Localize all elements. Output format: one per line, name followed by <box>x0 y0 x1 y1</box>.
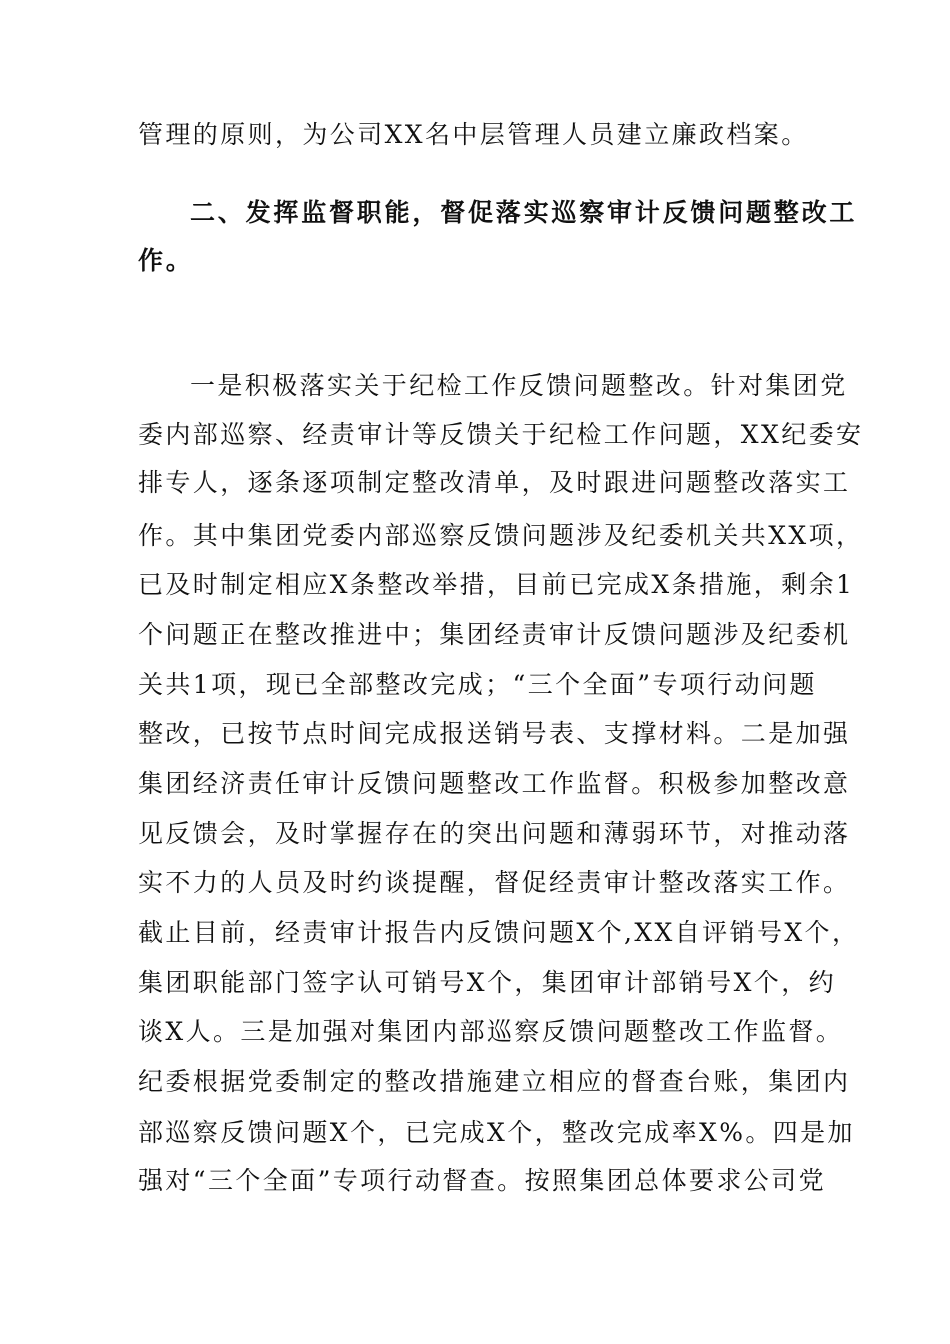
paragraph-line: 整改，已按节点时间完成报送销号表、支撑材料。二是加强 <box>138 719 851 748</box>
paragraph-line: 集团经济责任审计反馈问题整改工作监督。积极参加整改意 <box>138 769 851 798</box>
paragraph-line: 见反馈会，及时掌握存在的突出问题和薄弱环节，对推动落 <box>138 819 851 848</box>
paragraph-line: 已及时制定相应X条整改举措，目前已完成X条措施，剩余1 <box>138 570 855 599</box>
paragraph-line: 实不力的人员及时约谈提醒，督促经责审计整改落实工作。 <box>138 868 851 897</box>
paragraph-line: 部巡察反馈问题X个，已完成X个，整改完成率X%。四是加 <box>138 1118 855 1147</box>
paragraph-line: 管理的原则，为公司XX名中层管理人员建立廉政档案。 <box>138 120 809 149</box>
paragraph-line: 集团职能部门签字认可销号X个，集团审计部销号X个，约 <box>138 968 836 997</box>
paragraph-line: 委内部巡察、经责审计等反馈关于纪检工作问题，XX纪委安 <box>138 420 864 449</box>
paragraph-line: 强对“三个全面”专项行动督查。按照集团总体要求公司党 <box>138 1166 826 1195</box>
paragraph-line: 截止目前，经责审计报告内反馈问题X个,XX自评销号X个， <box>138 918 860 947</box>
paragraph-line: 谈X人。三是加强对集团内部巡察反馈问题整改工作监督。 <box>138 1017 844 1046</box>
paragraph-line: 一是积极落实关于纪检工作反馈问题整改。针对集团党 <box>190 371 848 400</box>
section-heading-continued: 作。 <box>138 246 194 275</box>
paragraph-line: 排专人，逐条逐项制定整改清单，及时跟进问题整改落实工 <box>138 468 851 497</box>
paragraph-line: 关共1项，现已全部整改完成；“三个全面”专项行动问题 <box>138 670 817 699</box>
section-heading: 二、发挥监督职能，督促落实巡察审计反馈问题整改工 <box>190 198 858 227</box>
paragraph-line: 个问题正在整改推进中；集团经责审计反馈问题涉及纪委机 <box>138 620 851 649</box>
paragraph-line: 纪委根据党委制定的整改措施建立相应的督查台账，集团内 <box>138 1067 851 1096</box>
paragraph-line: 作。其中集团党委内部巡察反馈问题涉及纪委机关共XX项， <box>138 521 864 550</box>
